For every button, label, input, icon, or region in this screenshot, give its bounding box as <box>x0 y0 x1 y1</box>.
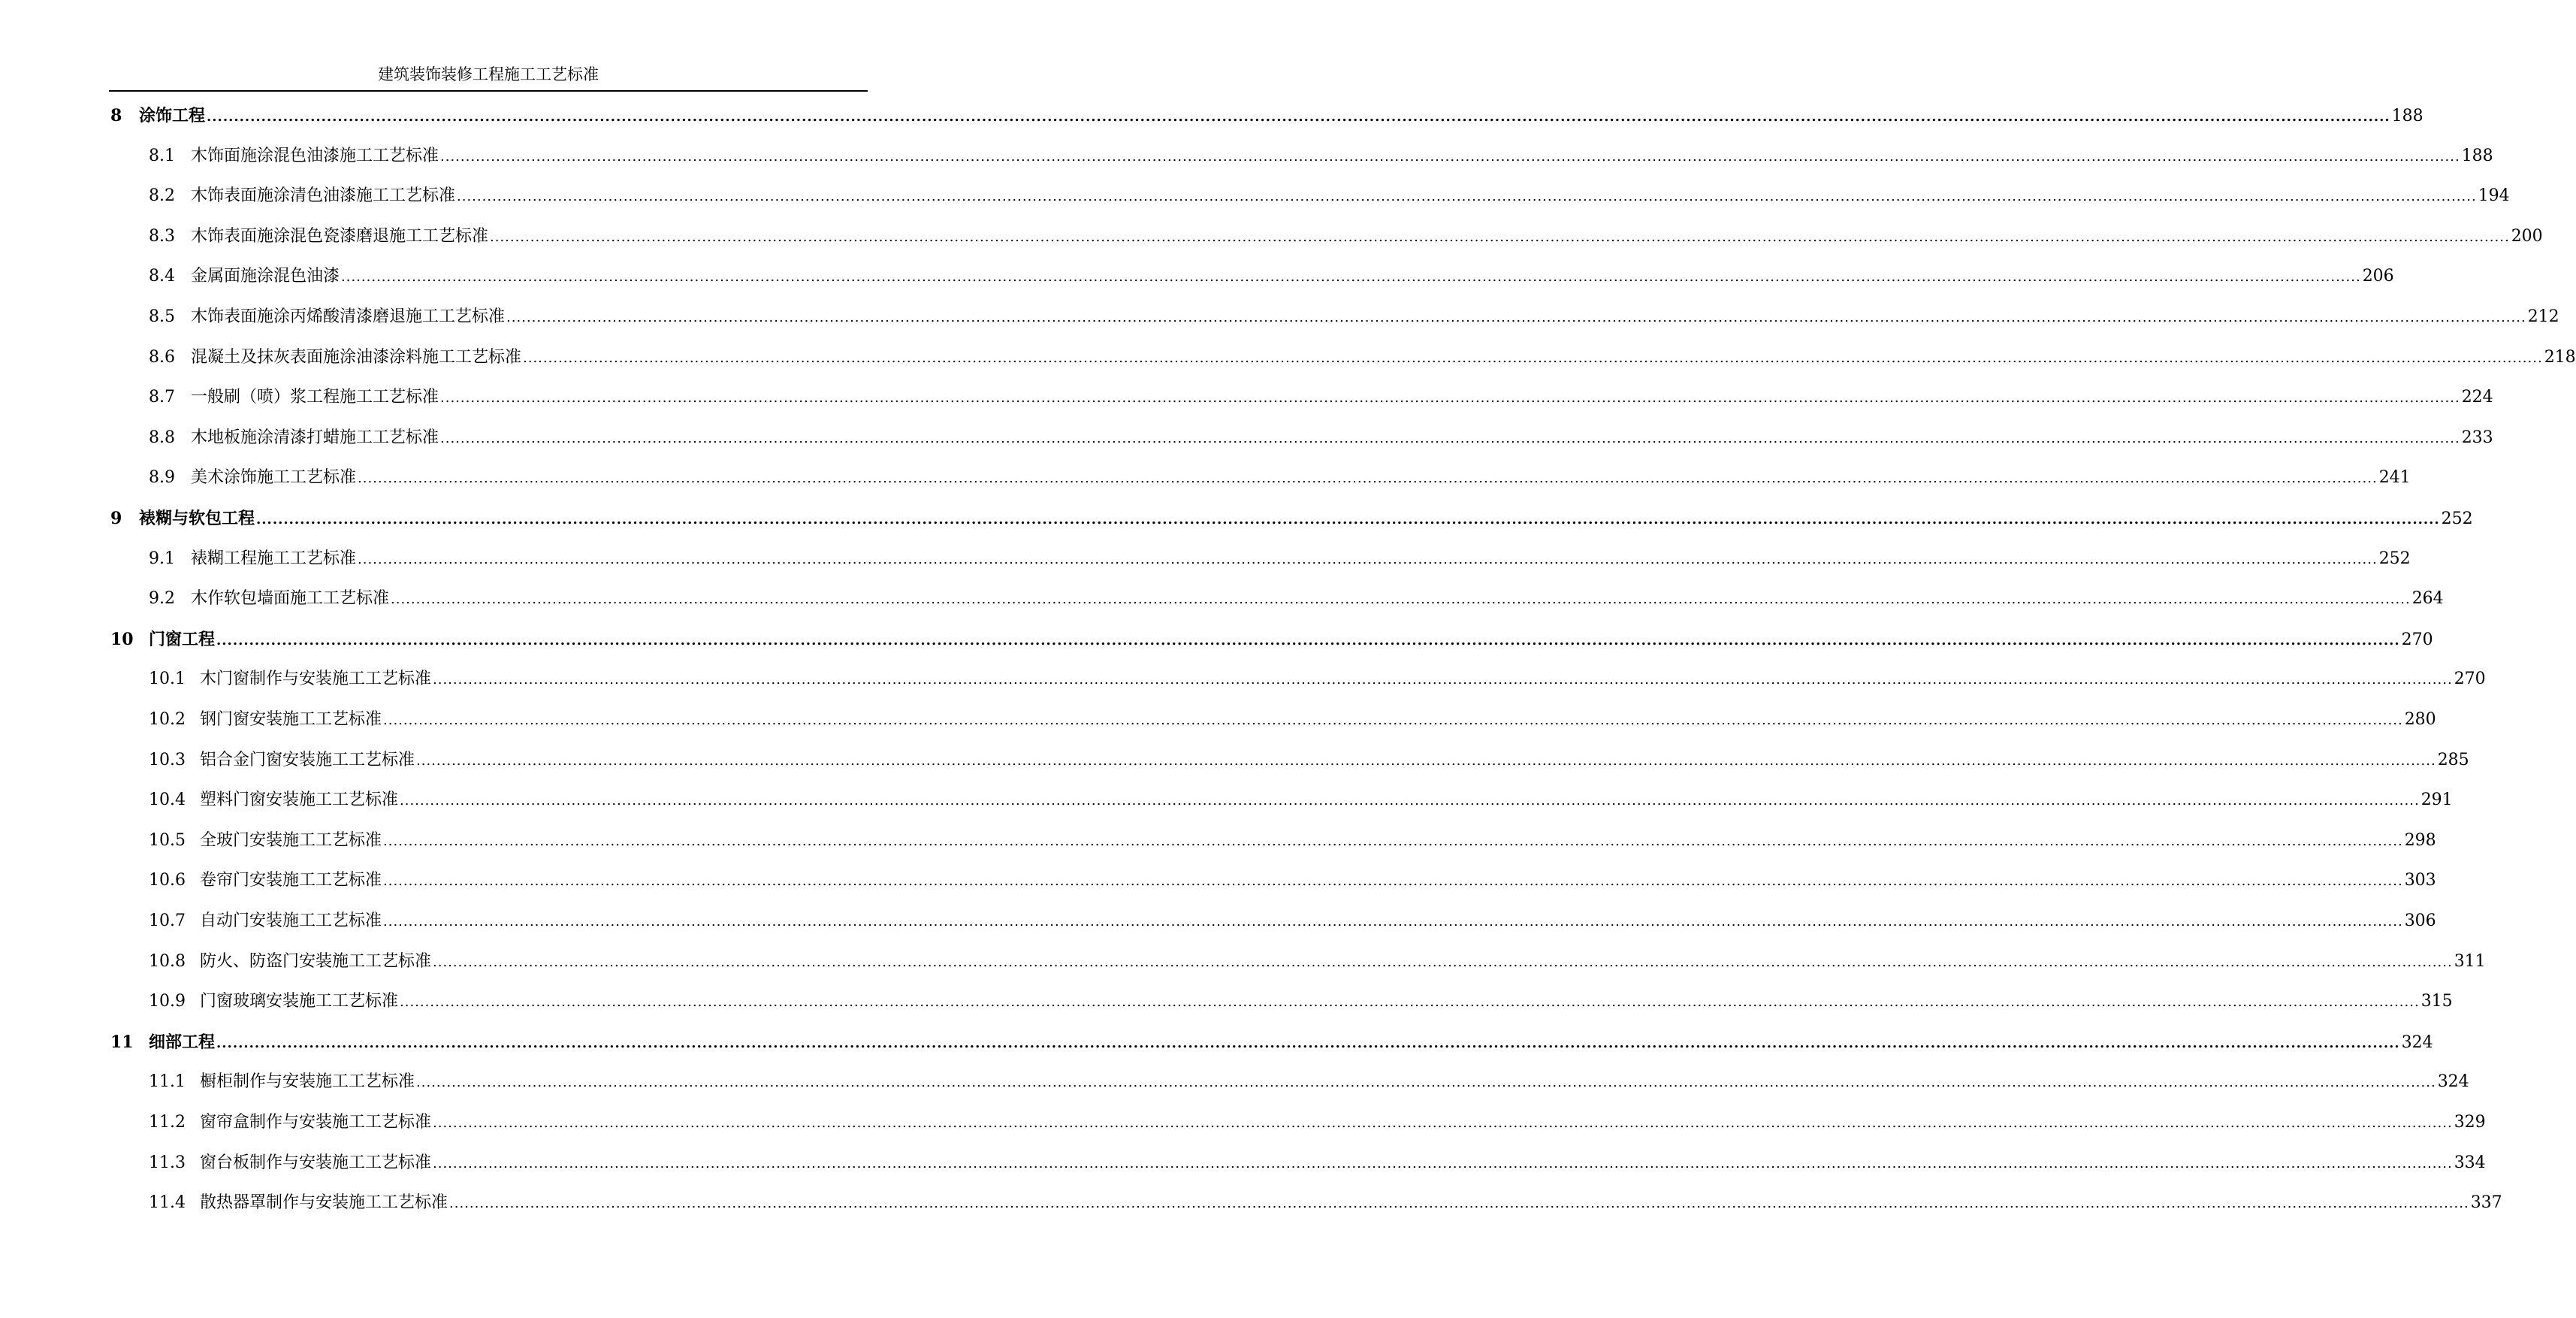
toc-entry-page-number: 252 <box>2378 549 2411 568</box>
toc-entry-page-number: 311 <box>2454 951 2486 971</box>
toc-section-entry[interactable] <box>0 1067 2469 1097</box>
toc-section-entry[interactable] <box>0 423 2493 453</box>
toc-entry-page-number: 200 <box>2511 226 2543 246</box>
toc-leader-dots: ................................................................................................................................................................................................................................................................................................................................................................................................................ <box>490 228 2510 245</box>
toc-leader-dots: ................................................................................................................................................................................................................................................................................................................................................................................................................ <box>433 1115 2453 1131</box>
toc-entry-title: 木饰表面施涂混色瓷漆磨退施工工艺标准 <box>191 226 489 246</box>
toc-leader-dots: ................................................................................................................................................................................................................................................................................................................................................................................................................ <box>416 1075 2436 1091</box>
toc-leader-dots: ................................................................................................................................................................................................................................................................................................................................................................................................................ <box>433 672 2453 688</box>
toc-entry-number: 11.4 <box>149 1193 186 1213</box>
toc-section-entry[interactable] <box>0 664 2486 694</box>
toc-entry-page-number: 280 <box>2404 710 2436 729</box>
toc-section-entry[interactable] <box>0 1148 2486 1178</box>
toc-entry-page-number: 291 <box>2420 790 2453 810</box>
toc-leader-dots: ................................................................................................................................................................................................................................................................................................................................................................................................................ <box>523 349 2543 366</box>
toc-entry-number: 10.4 <box>149 790 186 810</box>
toc-entry-line <box>200 987 2453 1017</box>
toc-entry-number: 11.3 <box>149 1153 186 1172</box>
toc-leader-dots: ................................................................................................................................................................................................................................................................................................................................................................................................................ <box>433 954 2453 970</box>
toc-entry-title: 钢门窗安装施工工艺标准 <box>200 710 382 729</box>
toc-entry-page-number: 206 <box>2362 267 2394 286</box>
toc-entry-line <box>200 947 2486 978</box>
toc-entry-page-number: 285 <box>2437 750 2469 769</box>
toc-section-entry[interactable] <box>0 785 2453 815</box>
toc-entry-line <box>191 181 2510 212</box>
toc-entry-line <box>200 826 2436 857</box>
toc-section-entry[interactable] <box>0 222 2543 252</box>
toc-entry-page-number: 270 <box>2454 670 2486 689</box>
toc-leader-dots: ................................................................................................................................................................................................................................................................................................................................................................................................................ <box>207 109 2390 125</box>
toc-entry-line <box>191 302 2559 333</box>
toc-section-entry[interactable] <box>0 1108 2486 1138</box>
toc-entry-title: 裱糊工程施工工艺标准 <box>191 549 357 568</box>
toc-entry-page-number: 303 <box>2404 871 2436 890</box>
toc-entry-title: 塑料门窗安装施工工艺标准 <box>200 790 399 810</box>
toc-entry-page-number: 233 <box>2461 428 2493 447</box>
toc-entry-title: 自动门安装施工工艺标准 <box>200 911 382 930</box>
toc-entry-number: 10.9 <box>149 992 186 1011</box>
toc-entry-number: 9.2 <box>149 589 175 609</box>
toc-entry-number: 11.1 <box>149 1072 186 1092</box>
toc-entry-page-number: 298 <box>2404 830 2436 850</box>
toc-entry-number: 9.1 <box>149 549 175 568</box>
toc-entry-page-number: 334 <box>2454 1153 2486 1172</box>
toc-entry-line <box>200 1188 2502 1219</box>
toc-section-entry[interactable] <box>0 906 2436 936</box>
toc-entry-title: 木地板施涂清漆打蜡施工工艺标准 <box>191 428 439 447</box>
toc-entry-number: 10.5 <box>149 830 186 850</box>
toc-entry-line <box>139 503 2473 535</box>
toc-entry-line <box>149 624 2433 656</box>
toc-leader-dots: ................................................................................................................................................................................................................................................................................................................................................................................................................ <box>433 1155 2453 1171</box>
toc-section-entry[interactable] <box>0 343 2576 373</box>
toc-entry-number: 8.8 <box>149 428 175 447</box>
toc-leader-dots: ................................................................................................................................................................................................................................................................................................................................................................................................................ <box>457 189 2477 205</box>
toc-leader-dots: ................................................................................................................................................................................................................................................................................................................................................................................................................ <box>216 632 2400 648</box>
toc-entry-number: 8.9 <box>149 468 175 488</box>
toc-section-entry[interactable] <box>0 866 2436 896</box>
toc-entry-line <box>191 463 2411 494</box>
toc-section-entry[interactable] <box>0 987 2453 1017</box>
toc-entry-number: 10.8 <box>149 951 186 971</box>
toc-section-entry[interactable] <box>0 261 2394 292</box>
toc-entry-number: 8.6 <box>149 347 175 367</box>
toc-entry-title: 金属面施涂混色油漆 <box>191 267 340 286</box>
toc-entry-title: 门窗玻璃安装施工工艺标准 <box>200 992 399 1011</box>
toc-entry-title: 涂饰工程 <box>139 106 206 125</box>
toc-entry-number: 8.4 <box>149 267 175 286</box>
toc-leader-dots: ................................................................................................................................................................................................................................................................................................................................................................................................................ <box>440 148 2460 165</box>
toc-section-entry[interactable] <box>0 947 2486 977</box>
toc-section-entry[interactable] <box>0 544 2411 574</box>
toc-chapter-entry[interactable] <box>0 101 2423 131</box>
toc-leader-dots: ................................................................................................................................................................................................................................................................................................................................................................................................................ <box>383 914 2403 930</box>
toc-entry-page-number: 315 <box>2420 992 2453 1011</box>
toc-entry-line <box>200 785 2453 816</box>
toc-entry-page-number: 324 <box>2437 1072 2469 1092</box>
toc-section-entry[interactable] <box>0 382 2493 413</box>
toc-entry-page-number: 264 <box>2411 589 2444 609</box>
toc-entry-title: 一般刷（喷）浆工程施工工艺标准 <box>191 388 439 407</box>
toc-entry-number: 10.2 <box>149 710 186 729</box>
header-title: 建筑装饰装修工程施工工艺标准 <box>378 65 599 83</box>
toc-entry-title: 窗台板制作与安装施工工艺标准 <box>200 1153 432 1172</box>
toc-entry-line <box>191 382 2493 413</box>
toc-leader-dots: ................................................................................................................................................................................................................................................................................................................................................................................................................ <box>506 310 2526 325</box>
toc-entry-number: 10 <box>110 629 134 649</box>
toc-leader-dots: ................................................................................................................................................................................................................................................................................................................................................................................................................ <box>440 430 2460 446</box>
toc-entry-line <box>191 584 2444 615</box>
toc-chapter-entry[interactable] <box>0 624 2433 654</box>
toc-leader-dots: ................................................................................................................................................................................................................................................................................................................................................................................................................ <box>216 1035 2400 1051</box>
toc-entry-page-number: 218 <box>2544 347 2576 367</box>
toc-entry-line <box>191 222 2543 252</box>
toc-entry-page-number: 306 <box>2404 911 2436 930</box>
toc-leader-dots: ................................................................................................................................................................................................................................................................................................................................................................................................................ <box>341 269 2361 286</box>
toc-section-entry[interactable] <box>0 302 2559 332</box>
toc-entry-page-number: 324 <box>2401 1032 2433 1052</box>
toc-entry-line <box>200 1148 2486 1179</box>
toc-entry-title: 木饰表面施涂丙烯酸清漆磨退施工工艺标准 <box>191 307 506 326</box>
toc-entry-line <box>191 343 2576 373</box>
toc-entry-title: 全玻门安装施工工艺标准 <box>200 830 382 850</box>
toc-entry-title: 木饰表面施涂清色油漆施工工艺标准 <box>191 186 456 206</box>
toc-entry-title: 细部工程 <box>149 1032 216 1052</box>
toc-section-entry[interactable] <box>0 463 2411 493</box>
toc-section-entry[interactable] <box>0 141 2493 171</box>
toc-entry-page-number: 194 <box>2478 186 2510 206</box>
toc-entry-line <box>191 423 2493 454</box>
toc-entry-title: 裱糊与软包工程 <box>139 509 255 528</box>
toc-entry-number: 10.6 <box>149 871 186 890</box>
toc-leader-dots: ................................................................................................................................................................................................................................................................................................................................................................................................................ <box>416 752 2436 769</box>
toc-entry-title: 窗帘盒制作与安装施工工艺标准 <box>200 1113 432 1132</box>
toc-section-entry[interactable] <box>0 745 2469 775</box>
toc-entry-title: 混凝土及抹灰表面施涂油漆涂料施工工艺标准 <box>191 347 522 367</box>
toc-leader-dots: ................................................................................................................................................................................................................................................................................................................................................................................................................ <box>383 712 2403 728</box>
toc-entry-page-number: 188 <box>2391 107 2423 125</box>
toc-section-entry[interactable] <box>0 584 2444 614</box>
toc-leader-dots: ................................................................................................................................................................................................................................................................................................................................................................................................................ <box>358 551 2378 567</box>
toc-entry-line <box>191 544 2411 575</box>
toc-leader-dots: ................................................................................................................................................................................................................................................................................................................................................................................................................ <box>383 833 2403 849</box>
toc-leader-dots: ................................................................................................................................................................................................................................................................................................................................................................................................................ <box>400 793 2420 809</box>
toc-entry-number: 9 <box>110 509 122 528</box>
toc-section-entry[interactable] <box>0 705 2436 735</box>
toc-leader-dots: ................................................................................................................................................................................................................................................................................................................................................................................................................ <box>391 591 2411 608</box>
toc-leader-dots: ................................................................................................................................................................................................................................................................................................................................................................................................................ <box>440 390 2460 407</box>
toc-entry-line <box>191 261 2394 292</box>
toc-entry-number: 8.7 <box>149 388 175 407</box>
toc-entry-line <box>191 141 2493 172</box>
toc-entry-line <box>200 664 2486 695</box>
toc-leader-dots: ................................................................................................................................................................................................................................................................................................................................................................................................................ <box>400 994 2420 1011</box>
toc-leader-dots: ................................................................................................................................................................................................................................................................................................................................................................................................................ <box>358 470 2378 487</box>
toc-section-entry[interactable] <box>0 181 2510 211</box>
toc-entry-number: 10.3 <box>149 750 186 769</box>
toc-entry-line <box>200 705 2436 736</box>
toc-entry-number: 10.7 <box>149 911 186 930</box>
toc-entry-title: 木作软包墙面施工工艺标准 <box>191 589 390 609</box>
toc-entry-title: 橱柜制作与安装施工工艺标准 <box>200 1072 415 1092</box>
toc-leader-dots: ................................................................................................................................................................................................................................................................................................................................................................................................................ <box>383 873 2403 890</box>
toc-entry-page-number: 241 <box>2378 468 2411 488</box>
toc-entry-number: 10.1 <box>149 670 186 689</box>
toc-entry-title: 铝合金门窗安装施工工艺标准 <box>200 750 415 769</box>
toc-entry-title: 卷帘门安装施工工艺标准 <box>200 871 382 890</box>
toc-entry-title: 防火、防盗门安装施工工艺标准 <box>200 951 432 971</box>
toc-entry-page-number: 252 <box>2441 509 2473 528</box>
toc-leader-dots: ................................................................................................................................................................................................................................................................................................................................................................................................................ <box>256 512 2440 528</box>
toc-entry-page-number: 329 <box>2454 1113 2486 1132</box>
toc-entry-page-number: 270 <box>2401 630 2433 649</box>
toc-entry-number: 8.1 <box>149 146 175 165</box>
toc-entry-title: 门窗工程 <box>149 629 216 649</box>
toc-entry-page-number: 337 <box>2470 1193 2502 1213</box>
toc-entry-line <box>200 866 2436 896</box>
toc-entry-title: 散热器罩制作与安装施工工艺标准 <box>200 1193 448 1213</box>
toc-entry-number: 8 <box>110 106 122 125</box>
toc-entry-title: 木门窗制作与安装施工工艺标准 <box>200 670 432 689</box>
toc-section-entry[interactable] <box>0 1188 2502 1218</box>
toc-section-entry[interactable] <box>0 826 2436 856</box>
toc-entry-line <box>149 1027 2433 1059</box>
toc-entry-line <box>200 1067 2469 1098</box>
toc-entry-title: 木饰面施涂混色油漆施工工艺标准 <box>191 146 439 165</box>
toc-entry-number: 8.5 <box>149 307 175 326</box>
toc-entry-number: 11 <box>110 1032 134 1052</box>
toc-chapter-entry[interactable] <box>0 503 2473 534</box>
toc-chapter-entry[interactable] <box>0 1027 2433 1057</box>
toc-entry-line <box>200 906 2436 937</box>
toc-entry-line <box>200 745 2469 776</box>
toc-entry-number: 8.2 <box>149 186 175 206</box>
toc-entry-page-number: 224 <box>2461 388 2493 407</box>
toc-entry-line <box>139 101 2423 132</box>
toc-leader-dots: ................................................................................................................................................................................................................................................................................................................................................................................................................ <box>449 1196 2469 1212</box>
toc-entry-number: 8.3 <box>149 226 175 246</box>
toc-entry-title: 美术涂饰施工工艺标准 <box>191 468 357 488</box>
toc-entry-line <box>200 1108 2486 1138</box>
toc-entry-page-number: 188 <box>2461 146 2493 165</box>
toc-entry-number: 11.2 <box>149 1113 186 1132</box>
toc-entry-page-number: 212 <box>2527 307 2559 326</box>
